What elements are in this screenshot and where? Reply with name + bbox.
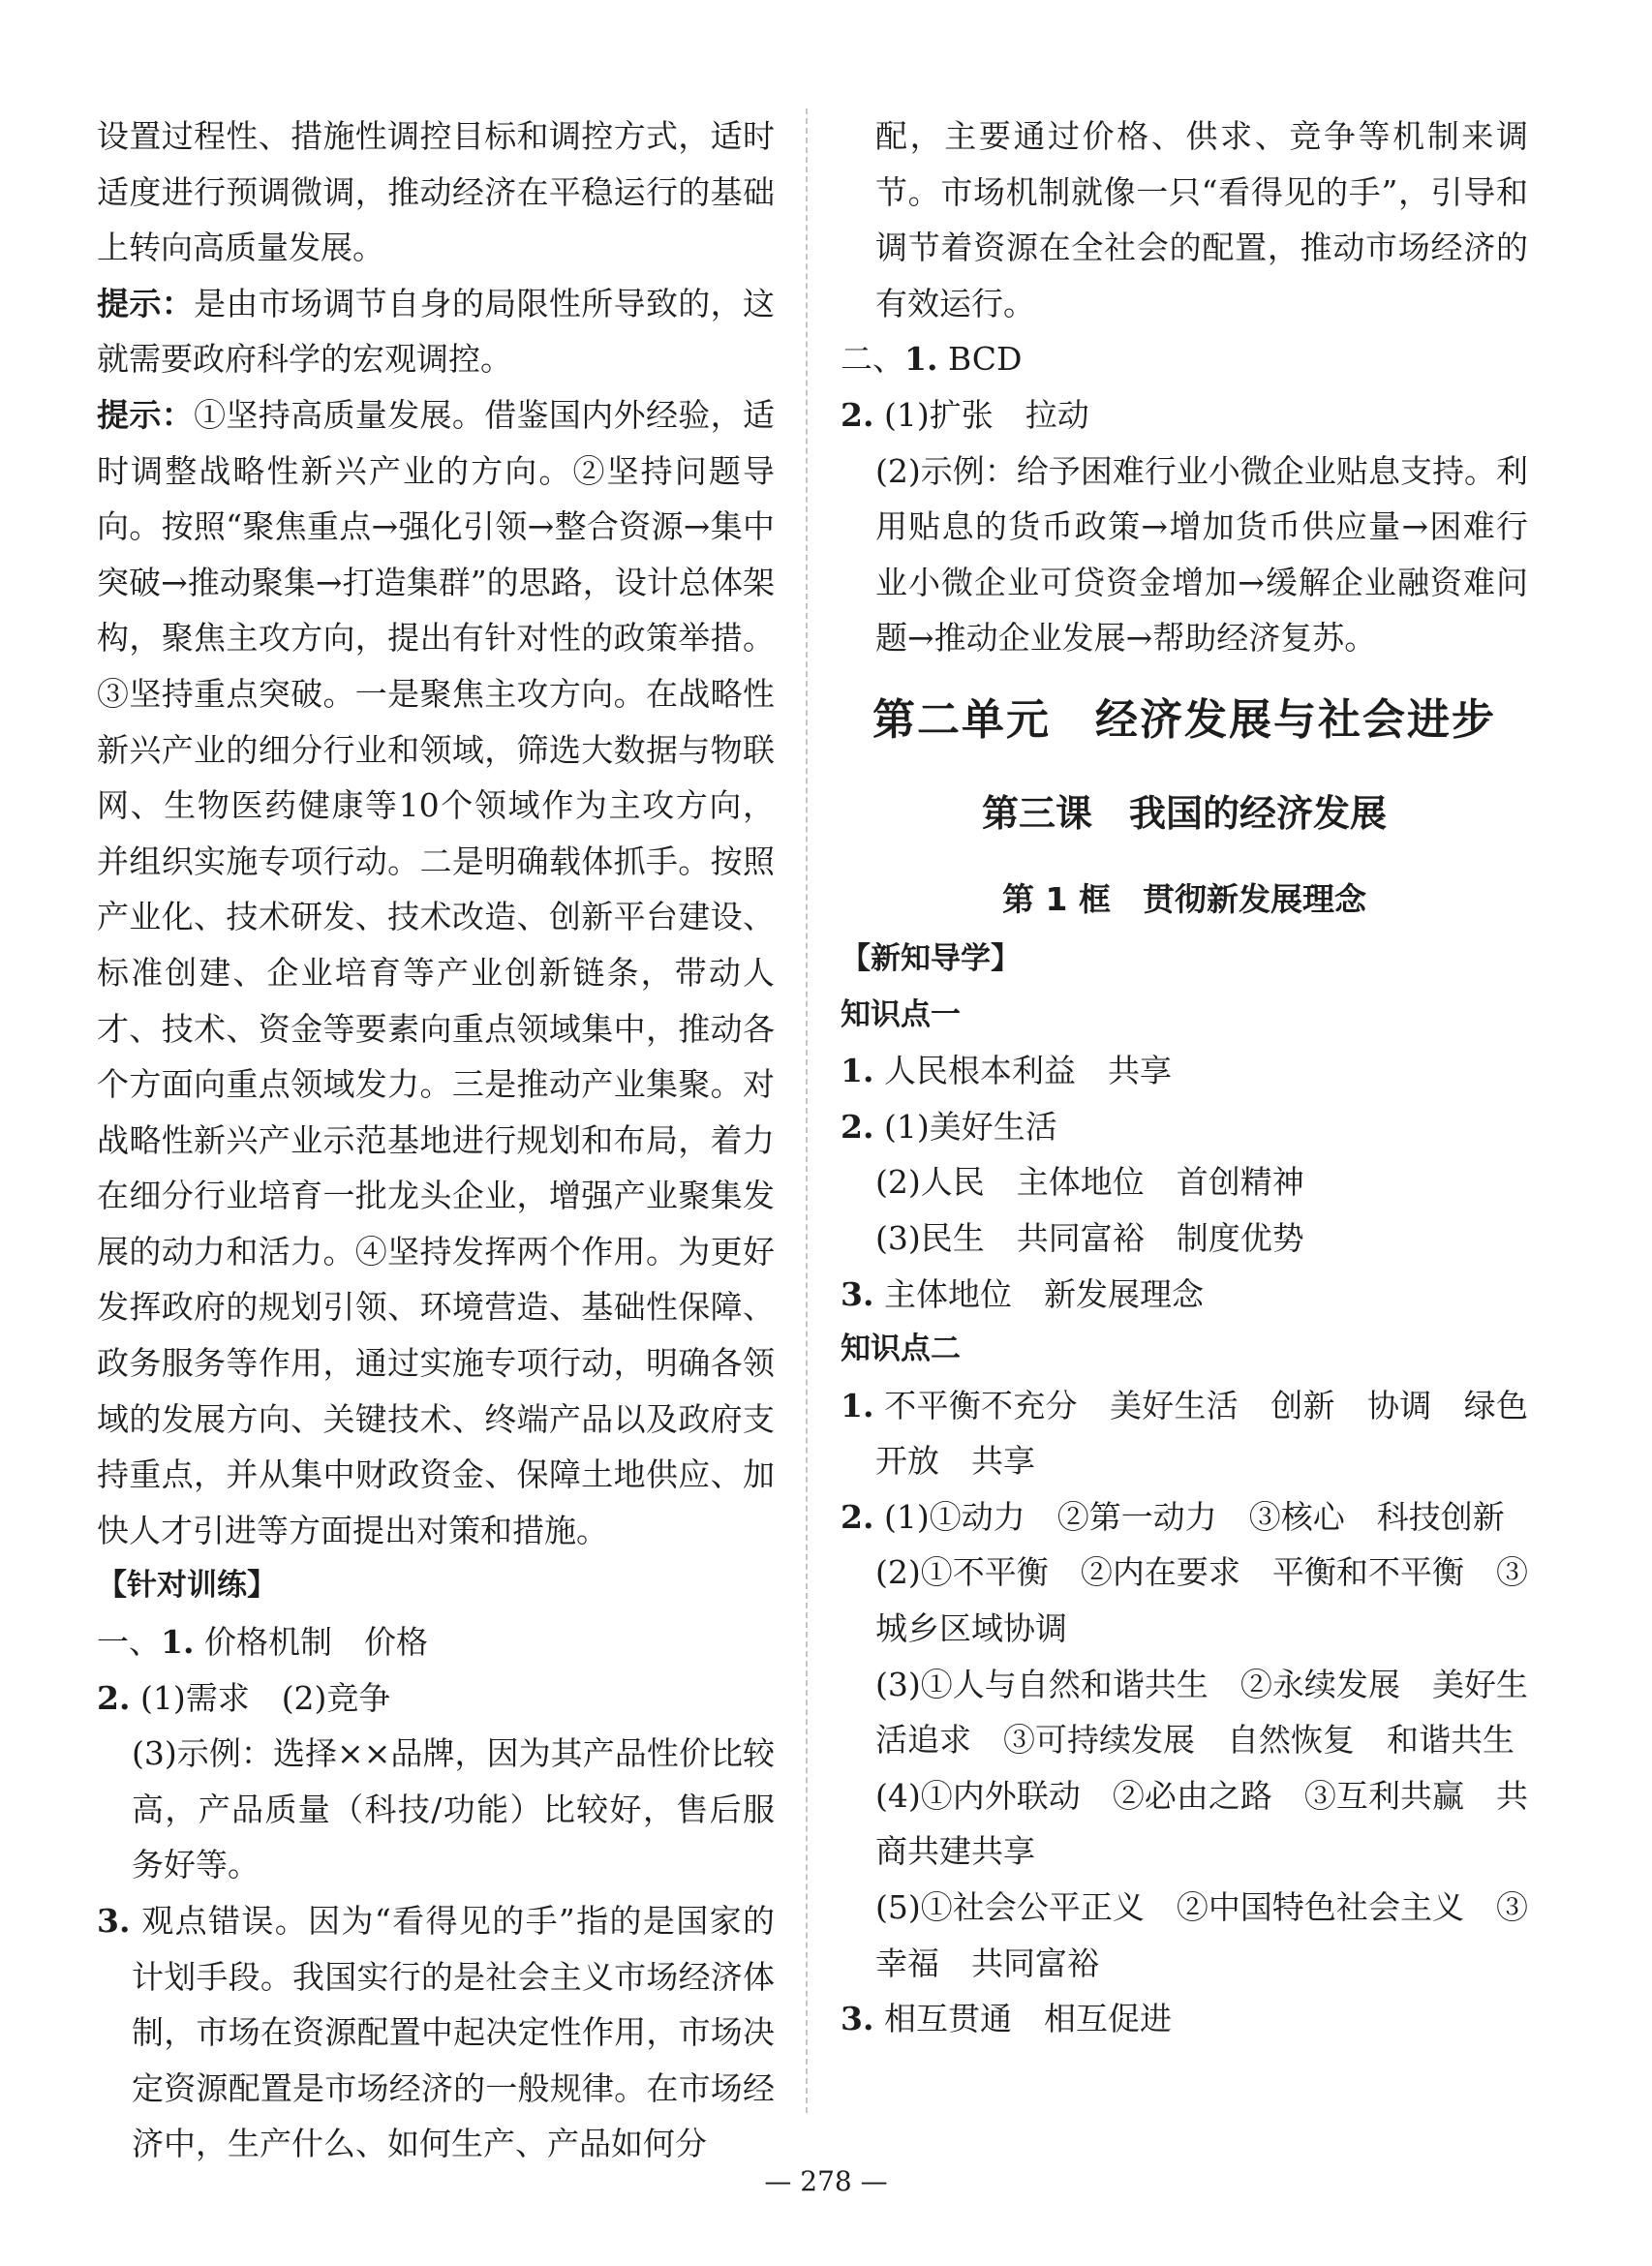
answer-item [841, 1099, 1528, 1155]
tip-paragraph [97, 387, 775, 1558]
answer-item [841, 1043, 1528, 1099]
knowledge-point-heading: 知识点二 [841, 1332, 961, 1367]
answer-prefix: 二、 [841, 340, 904, 379]
answer-prefix: 一、 [97, 1623, 161, 1662]
answer-number: 2. [841, 1107, 874, 1146]
tip-label: 提示： [97, 284, 195, 322]
answer-subitem: (2)①不平衡 ②内在要求 平衡和不平衡 ③城乡区域协调 [875, 1553, 1528, 1648]
answer-number: 1. [841, 1386, 874, 1424]
answer-number: 2. [841, 1497, 874, 1536]
answer-number: 2. [97, 1678, 131, 1717]
answer-subitem: (4)①内外联动 ②必由之路 ③互利共赢 共商共建共享 [875, 1776, 1528, 1871]
column-divider [806, 108, 808, 2113]
tip-text: 是由市场调节自身的局限性所导致的，这就需要政府科学的宏观调控。 [97, 284, 776, 379]
answer-text: 观点错误。因为“看得见的手”指的是国家的计划手段。我国实行的是社会主义市场经济体制，市场在资源配置中起决定性作用，市场决定资源配置是市场经济的一般规律。在市场经济中，生产什么、如何生产、产品如何分 [130, 1902, 775, 2163]
section-heading: 【针对训练】 [97, 1568, 277, 1604]
answer-item [841, 331, 1528, 387]
right-column [841, 108, 1560, 2047]
answer-subitem: (3)①人与自然和谐共生 ②永续发展 美好生活追求 ③可持续发展 自然恢复 和谐共生 [875, 1665, 1528, 1760]
answer-number: 1. [161, 1623, 195, 1662]
answer-item [97, 1670, 775, 1727]
answer-item [841, 387, 1528, 444]
paragraph-continued: 配，主要通过价格、供求、竞争等机制来调节。市场机制就像一只“看得见的手”，引导和调节着资源在全社会的配置，推动市场经济的有效运行。 [875, 117, 1528, 322]
answer-text: (1)需求 (2)竞争 [130, 1678, 391, 1717]
answer-item [841, 1991, 1528, 2047]
answer-text: (1)扩张 拉动 [873, 395, 1089, 434]
answer-subitem: (2)人民 主体地位 首创精神 [875, 1163, 1304, 1202]
answer-subitem: (3)示例：选择××品牌，因为其产品性价比较高，产品质量（科技/功能）比较好，售后服务好等。 [132, 1734, 775, 1884]
answer-text: BCD [937, 340, 1023, 379]
unit-title: 第二单元 经济发展与社会进步 [872, 694, 1496, 745]
tip-paragraph [97, 276, 775, 387]
answer-text: (1)①动力 ②第一动力 ③核心 科技创新 [873, 1497, 1505, 1536]
answer-subitem: (2)示例：给予困难行业小微企业贴息支持。利用贴息的货币政策→增加货币供应量→困难行业小微企业可贷资金增加→缓解企业融资难问题→推动企业发展→帮助经济复苏。 [875, 451, 1528, 658]
answer-item [841, 1378, 1560, 1489]
answer-number: 2. [841, 395, 874, 434]
page-number: — 278 — [764, 2165, 888, 2197]
answer-item [97, 1893, 775, 2172]
answer-number: 1. [841, 1052, 874, 1090]
answer-text: 相互贯通 相互促进 [873, 2000, 1172, 2038]
answer-text: 价格机制 价格 [194, 1623, 428, 1662]
answer-text: 人民根本利益 共享 [873, 1052, 1172, 1090]
answer-subitem: (3)民生 共同富裕 制度优势 [875, 1218, 1304, 1257]
answer-item [97, 1614, 775, 1670]
left-column [97, 108, 775, 2172]
tip-label: 提示： [97, 395, 195, 434]
paragraph: 设置过程性、措施性调控目标和调控方式，适时适度进行预调微调，推动经济在平稳运行的基础上转向高质量发展。 [97, 117, 775, 267]
tip-text: ①坚持高质量发展。借鉴国内外经验，适时调整战略性新兴产业的方向。②坚持问题导向。按照“聚焦重点→强化引领→整合资源→集中突破→推动聚集→打造集群”的思路，设计总体架构，聚焦主攻方向，提出有针对性的政策举措。③坚持重点突破。一是聚焦主攻方向。在战略性新兴产业的细分行业和领域，筛选大数据与物联网、生物医药健康等10个领域作为主攻方向，并组织实施专项行动。二是明确载体抓手。按照产业化、技术研发、技术改造、创新平台建设、标准创建、企业培育等产业创新链条，带动人才、技术、资金等要素向重点领域集中，推动各个方面向重点领域发力。三是推动产业集聚。对战略性新兴产业示范基地进行规划和布局，着力在细分行业培育一批龙头企业，增强产业聚集发展的动力和活力。④坚持发挥两个作用。为更好发挥政府的规划引领、环境营造、基础性保障、政务服务等作用，通过实施专项行动，明确各领域的发展方向、关键技术、终端产品以及政府支持重点，并从集中财政资金、保障土地供应、加快人才引进等方面提出对策和措施。 [97, 395, 776, 1549]
lesson-title: 第三课 我国的经济发展 [981, 791, 1387, 835]
answer-text: (1)美好生活 [873, 1107, 1057, 1146]
answer-subitem: (5)①社会公平正义 ②中国特色社会主义 ③幸福 共同富裕 [875, 1888, 1528, 1982]
answer-text: 不平衡不充分 美好生活 创新 协调 绿色 开放 共享 [873, 1386, 1560, 1481]
knowledge-point-heading: 知识点一 [841, 996, 961, 1032]
answer-item [841, 1489, 1528, 1546]
frame-title: 第 1 框 贯彻新发展理念 [1002, 879, 1366, 918]
answer-number: 3. [841, 1274, 874, 1313]
answer-item [841, 1267, 1528, 1323]
answer-number: 3. [841, 2000, 874, 2038]
answer-number: 1. [904, 340, 938, 379]
section-heading: 【新知导学】 [841, 940, 1021, 976]
answer-number: 3. [97, 1902, 131, 1940]
answer-text: 主体地位 新发展理念 [873, 1274, 1204, 1313]
